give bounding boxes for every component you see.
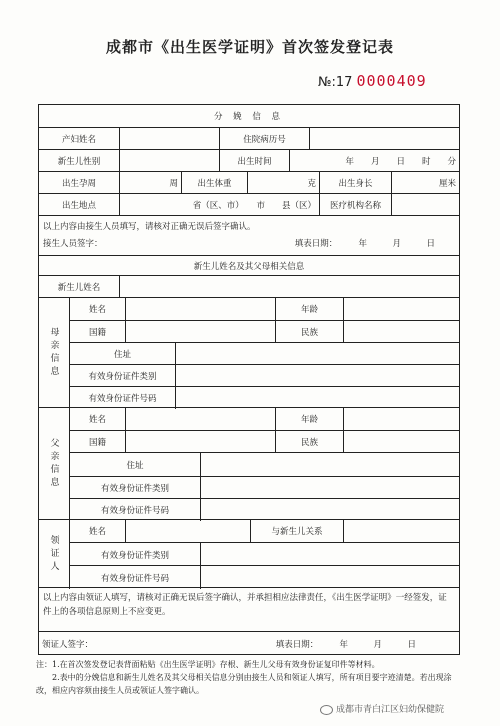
- institution-field[interactable]: [391, 194, 459, 216]
- birth-time-label: 出生时间: [219, 150, 289, 172]
- mother-idno-label: 有效身份证件号码: [88, 394, 157, 404]
- delivery-header: 分 娩 信 息: [213, 112, 285, 122]
- father-row-idno: [69, 498, 459, 521]
- mother-address-input[interactable]: [175, 343, 459, 365]
- mother-name-label2: 姓名: [88, 305, 106, 315]
- father-ethnicity-label: 民族: [275, 431, 343, 453]
- father-address-input[interactable]: [200, 453, 459, 477]
- note-1: 注：1.在首次签发登记表背面粘贴《出生医学证明》存根、新生儿父母有效身份证复印件等材料。: [36, 660, 380, 669]
- receiver-row-idtype: [69, 542, 459, 566]
- hospital-no-label: 住院病历号: [219, 128, 309, 150]
- receiver-confirm-row: [39, 587, 459, 632]
- parents-header-row: [39, 255, 459, 276]
- midwife-sign-label: 接生人员签字：: [43, 239, 103, 249]
- receiver-confirm-text: 以上内容由领证人填写，请核对正确无误后签字确认，并承担相应法律责任，《出生医学证明》一经签发，证件上的各项信息原则上不应变更。: [43, 593, 447, 617]
- mother-nationality-input[interactable]: [125, 321, 275, 343]
- father-age-label: 年龄: [275, 408, 343, 430]
- length-field[interactable]: 厘米: [391, 172, 459, 194]
- mother-row-nationality: [69, 320, 459, 343]
- parents-header: 新生儿姓名及其父母相关信息: [193, 262, 305, 272]
- wechat-icon: [320, 705, 333, 715]
- father-row-nationality: [69, 430, 459, 453]
- weight-label: 出生体重: [181, 172, 247, 194]
- receiver-row-name: [69, 520, 459, 542]
- institution-label: 医疗机构名称: [319, 194, 391, 216]
- baby-name-row: [39, 275, 459, 298]
- receiver-idtype-input[interactable]: [200, 543, 459, 566]
- receiver-relation-label: 与新生儿关系: [250, 520, 343, 542]
- mother-info-label: 母亲信息: [48, 327, 59, 379]
- weight-field[interactable]: 克: [247, 172, 319, 194]
- receiver-idno-label: 有效身份证件号码: [100, 573, 169, 584]
- baby-name-label: 新生儿姓名: [57, 283, 101, 293]
- delivery-confirm-cell: [39, 216, 459, 256]
- baby-name-field[interactable]: [119, 276, 459, 298]
- father-info-label: 父亲信息: [48, 438, 59, 490]
- father-name-label: 姓名: [88, 415, 106, 425]
- father-idno-input[interactable]: [200, 499, 459, 521]
- mother-name-label: 产妇姓名: [61, 135, 96, 145]
- length-label: 出生身长: [319, 172, 391, 194]
- father-nationality-label: 国籍: [88, 438, 106, 448]
- gestation-label: 出生孕周: [61, 179, 96, 189]
- mother-name-field[interactable]: [119, 128, 219, 150]
- hospital-no-field[interactable]: [309, 128, 459, 150]
- delivery-fill-date: 填表日期： 年 月 日: [294, 239, 435, 249]
- father-idno-label: 有效身份证件号码: [100, 506, 169, 516]
- mother-idno-input[interactable]: [175, 387, 459, 409]
- mother-idtype-label: 有效身份证件类别: [88, 372, 157, 382]
- delivery-header-row: [39, 105, 459, 127]
- baby-sex-label: 新生儿性别: [57, 157, 101, 167]
- note-2: 2.表中的分娩信息和新生儿姓名及其父母相关信息分别由接生人员和领证人填写，所有项目要字迹清楚。若出现涂改，相应内容须由接生人员或领证人签字确认。: [36, 673, 452, 695]
- father-idtype-input[interactable]: [200, 477, 459, 499]
- father-row-address: [69, 452, 459, 477]
- mother-row-idno: [69, 386, 459, 409]
- father-address-label: 住址: [126, 461, 144, 471]
- receiver-sign-cell: [39, 632, 459, 655]
- receiver-idtype-label: 有效身份证件类别: [100, 550, 169, 561]
- registration-form: [38, 104, 460, 655]
- birth-place-row: [39, 193, 459, 216]
- receiver-relation-input[interactable]: [343, 520, 459, 542]
- father-ethnicity-input[interactable]: [343, 431, 459, 453]
- mother-age-input[interactable]: [343, 298, 459, 320]
- footer-text: 成都市青白江区妇幼保健院: [336, 705, 445, 715]
- baby-sex-field[interactable]: [119, 150, 219, 172]
- receiver-fill-date: 填表日期： 年 月 日: [275, 639, 416, 650]
- father-idtype-label: 有效身份证件类别: [100, 484, 169, 494]
- gestation-row: [39, 171, 459, 194]
- father-name-input[interactable]: [125, 408, 275, 430]
- watermark-footer: [320, 702, 444, 715]
- mother-idtype-input[interactable]: [175, 365, 459, 387]
- baby-sex-row: [39, 149, 459, 172]
- birth-place-label: 出生地点: [61, 201, 96, 211]
- father-row-idtype: [69, 476, 459, 499]
- receiver-sign-row: [39, 631, 459, 655]
- receiver-idno-input[interactable]: [200, 566, 459, 589]
- father-nationality-input[interactable]: [125, 431, 275, 453]
- mother-row-address: [69, 342, 459, 365]
- mother-block: [39, 297, 459, 408]
- mother-nationality-label: 国籍: [88, 328, 106, 338]
- serial-value: 0000409: [356, 72, 427, 90]
- gestation-field[interactable]: 周: [119, 172, 181, 194]
- father-row-name: [69, 408, 459, 430]
- serial-prefix: №:17: [318, 75, 353, 90]
- receiver-block: [39, 519, 459, 588]
- mother-row-idtype: [69, 364, 459, 387]
- form-notes: [36, 658, 466, 697]
- mother-ethnicity-label: 民族: [275, 321, 343, 343]
- receiver-name-label: 姓名: [88, 527, 106, 537]
- delivery-confirm-text: 以上内容由接生人员填写，请核对正确无误后签字确认。: [43, 222, 256, 232]
- receiver-label: 领证人: [48, 534, 59, 574]
- mother-ethnicity-input[interactable]: [343, 321, 459, 343]
- receiver-name-input[interactable]: [125, 520, 250, 542]
- birth-place-field[interactable]: 省（区、市） 市 县（区）: [119, 194, 319, 216]
- receiver-row-idno: [69, 565, 459, 589]
- form-title: 成都市《出生医学证明》首次签发登记表: [105, 38, 394, 56]
- serial-number: [318, 72, 427, 90]
- mother-age-label: 年龄: [275, 298, 343, 320]
- birth-time-field[interactable]: 年 月 日 时 分: [289, 150, 459, 172]
- mother-name-input[interactable]: [125, 298, 275, 320]
- receiver-sign-label: 领证人签字：: [42, 639, 94, 650]
- mother-row-name: [69, 298, 459, 320]
- delivery-confirm-sign: [43, 237, 455, 249]
- father-age-input[interactable]: [343, 408, 459, 430]
- mother-name-row: [39, 127, 459, 150]
- father-block: [39, 407, 459, 520]
- delivery-confirm-row: [39, 215, 459, 256]
- mother-address-label: 住址: [113, 350, 131, 360]
